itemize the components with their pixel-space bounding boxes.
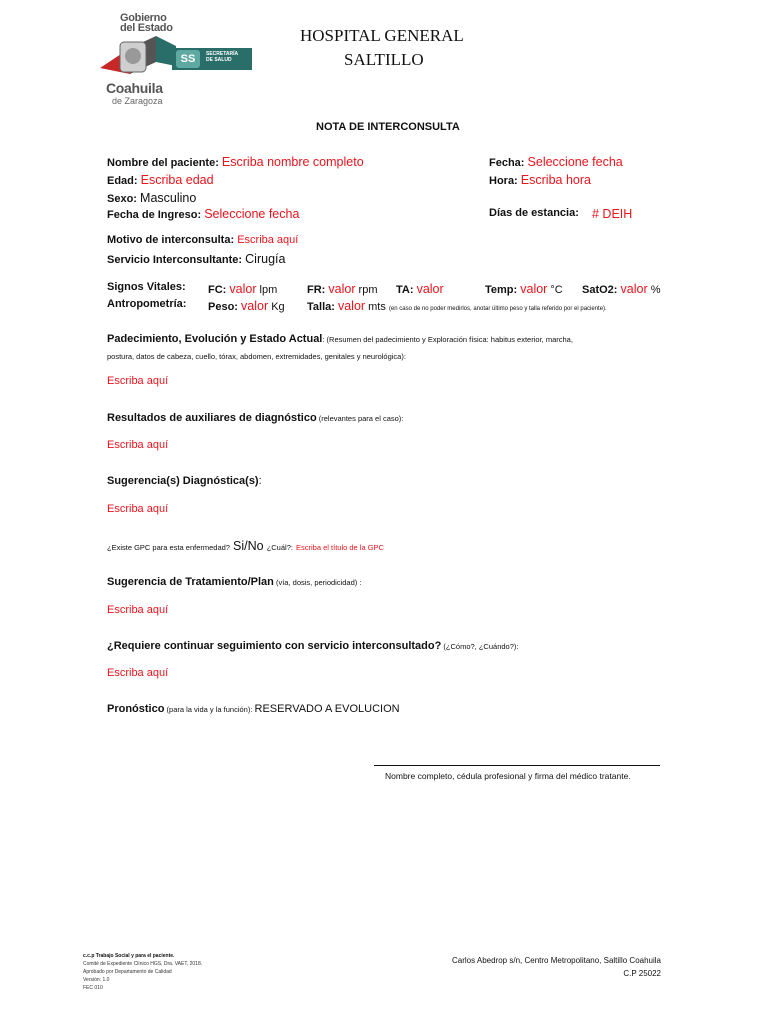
padecimiento-label: Padecimiento, Evolución y Estado Actual xyxy=(107,333,323,345)
footer-code: FEC 010 xyxy=(83,985,103,991)
ss-text-line2: DE SALUD xyxy=(206,57,232,63)
age-label: Edad: xyxy=(107,175,138,187)
footer-address xyxy=(419,954,661,980)
anthro-label: Antropometría: xyxy=(107,298,187,310)
admit-label: Fecha de Ingreso: xyxy=(107,209,202,221)
service-field[interactable]: Cirugía xyxy=(245,252,286,266)
date-field[interactable]: Seleccione fecha xyxy=(527,155,623,169)
sex-row xyxy=(107,191,196,205)
tratamiento-field[interactable]: Escriba aquí xyxy=(107,604,169,616)
sat-field[interactable]: valor xyxy=(620,282,648,296)
footer-notes xyxy=(83,952,202,992)
patient-name-label: Nombre del paciente: xyxy=(107,157,219,169)
pronostico-row xyxy=(107,703,400,715)
admit-date-field[interactable]: Seleccione fecha xyxy=(204,207,300,221)
ta-label: TA: xyxy=(396,284,414,296)
age-field[interactable]: Escriba edad xyxy=(140,173,214,187)
temp-label: Temp: xyxy=(485,284,518,296)
gpc-cual-label: ¿Cuál?: xyxy=(266,543,293,552)
padecimiento-note: : (Resumen del padecimiento y Exploración física: habitus exterior, marcha, xyxy=(322,335,573,344)
hospital-name: HOSPITAL GENERAL xyxy=(300,26,464,45)
reason-label: Motivo de interconsulta: xyxy=(107,234,235,246)
padecimiento-note-line2: postura, datos de cabeza, cuello, tórax, abdomen, extremidades, genitales y neurológica): xyxy=(107,352,406,361)
gpc-yesno-field[interactable]: Si/No xyxy=(233,539,264,553)
gpc-row xyxy=(107,539,384,553)
fc-field[interactable]: valor xyxy=(229,282,257,296)
gpc-question: ¿Existe GPC para esta enfermedad? xyxy=(107,543,230,552)
ta-group xyxy=(396,282,444,296)
padecimiento-row xyxy=(107,333,687,345)
peso-unit: Kg xyxy=(271,301,285,313)
sat-label: SatO2: xyxy=(582,284,618,296)
fr-label: FR: xyxy=(307,284,326,296)
pronostico-field[interactable]: RESERVADO A EVOLUCION xyxy=(254,703,400,715)
logo-line2: del Estado xyxy=(120,22,173,34)
talla-note: (en caso de no poder medirlos, anotar último peso y talla referido por el paciente). xyxy=(388,306,607,312)
logo-state: Coahuila xyxy=(106,80,163,96)
peso-field[interactable]: valor xyxy=(241,299,269,313)
fc-label: FC: xyxy=(208,284,227,296)
date-label: Fecha: xyxy=(489,157,525,169)
resultados-note: (relevantes para el caso): xyxy=(316,414,404,423)
temp-field[interactable]: valor xyxy=(520,282,548,296)
sat-unit: % xyxy=(650,284,661,296)
seguimiento-row xyxy=(107,640,518,652)
ss-text xyxy=(206,51,238,63)
footer-approved: Aprobado por Departamento de Calidad xyxy=(83,969,172,975)
service-row xyxy=(107,252,285,266)
sugerencia-label: Sugerencia(s) Diagnóstica(s) xyxy=(107,475,259,487)
pronostico-note: (para la vida y la función): xyxy=(164,705,255,714)
tratamiento-note: (vía, dosis, periodicidad) : xyxy=(273,578,362,587)
temp-unit: °C xyxy=(550,284,563,296)
temp-group xyxy=(485,282,563,296)
footer-committee: Comité de Expediente Clínico HGS, Dra. VAET, 2018. xyxy=(83,961,203,967)
sex-label: Sexo: xyxy=(107,193,137,205)
talla-label: Talla: xyxy=(307,301,335,313)
reason-row xyxy=(107,234,298,246)
footer-cc: c.c.p Trabajo Social y para el paciente. xyxy=(83,953,175,959)
hour-row xyxy=(489,173,591,187)
sugerencia-row xyxy=(107,475,262,487)
fc-unit: lpm xyxy=(259,284,278,296)
padecimiento-field[interactable]: Escriba aquí xyxy=(107,375,169,387)
admit-row xyxy=(107,207,299,221)
seguimiento-note: (¿Cómo?, ¿Cuándo?): xyxy=(441,642,519,651)
patient-name-field[interactable]: Escriba nombre completo xyxy=(221,155,364,169)
vitals-label: Signos Vitales: xyxy=(107,281,186,293)
signature-caption: Nombre completo, cédula profesional y firma del médico tratante. xyxy=(385,771,631,781)
talla-group xyxy=(307,299,607,313)
fc-group xyxy=(208,282,277,296)
talla-field[interactable]: valor xyxy=(337,299,366,313)
logo-text xyxy=(120,13,173,33)
document-title: NOTA DE INTERCONSULTA xyxy=(316,121,460,133)
stay-row xyxy=(489,207,579,219)
talla-unit: mts xyxy=(368,301,386,313)
peso-group xyxy=(208,299,285,313)
resultados-field[interactable]: Escriba aquí xyxy=(107,439,169,451)
signature-line[interactable] xyxy=(374,765,660,766)
seguimiento-label: ¿Requiere continuar seguimiento con servicio interconsultado? xyxy=(107,640,442,652)
government-logo xyxy=(96,10,266,110)
hospital-city: SALTILLO xyxy=(344,50,424,69)
logo-line1: Gobierno xyxy=(120,12,167,24)
ta-field[interactable]: valor xyxy=(416,282,444,296)
sugerencia-colon: : xyxy=(258,475,262,487)
fr-field[interactable]: valor xyxy=(328,282,356,296)
patient-name-row xyxy=(107,155,364,169)
tratamiento-row xyxy=(107,576,361,588)
date-row xyxy=(489,155,623,169)
coat-of-arms-icon xyxy=(100,32,176,80)
stay-days-field[interactable]: # DEIH xyxy=(592,207,633,221)
service-label: Servicio Interconsultante: xyxy=(107,254,243,266)
stay-label: Días de estancia: xyxy=(489,207,579,219)
resultados-row xyxy=(107,412,403,424)
logo-state-sub: de Zaragoza xyxy=(112,96,163,106)
pronostico-label: Pronóstico xyxy=(107,703,165,715)
peso-label: Peso: xyxy=(208,301,238,313)
seguimiento-field[interactable]: Escriba aquí xyxy=(107,667,169,679)
ss-badge: SS xyxy=(176,50,200,68)
fr-group xyxy=(307,282,378,296)
age-row xyxy=(107,173,214,187)
tratamiento-label: Sugerencia de Tratamiento/Plan xyxy=(107,576,274,588)
sugerencia-field[interactable]: Escriba aquí xyxy=(107,503,169,515)
footer-address-line1: Carlos Abedrop s/n, Centro Metropolitano, Saltillo Coahuila xyxy=(451,956,661,965)
resultados-label: Resultados de auxiliares de diagnóstico xyxy=(107,412,317,424)
footer-version: Versión: 1.0 xyxy=(83,977,110,983)
fr-unit: rpm xyxy=(358,284,378,296)
hour-label: Hora: xyxy=(489,175,518,187)
footer-address-line2: C.P 25022 xyxy=(623,969,661,978)
sex-field[interactable]: Masculino xyxy=(140,191,197,205)
ss-text-line1: SECRETARÍA xyxy=(206,51,239,57)
sat-group xyxy=(582,282,660,296)
hour-field[interactable]: Escriba hora xyxy=(520,173,591,187)
gpc-title-field[interactable]: Escriba el título de la GPC xyxy=(296,543,384,552)
reason-field[interactable]: Escriba aquí xyxy=(237,234,299,246)
